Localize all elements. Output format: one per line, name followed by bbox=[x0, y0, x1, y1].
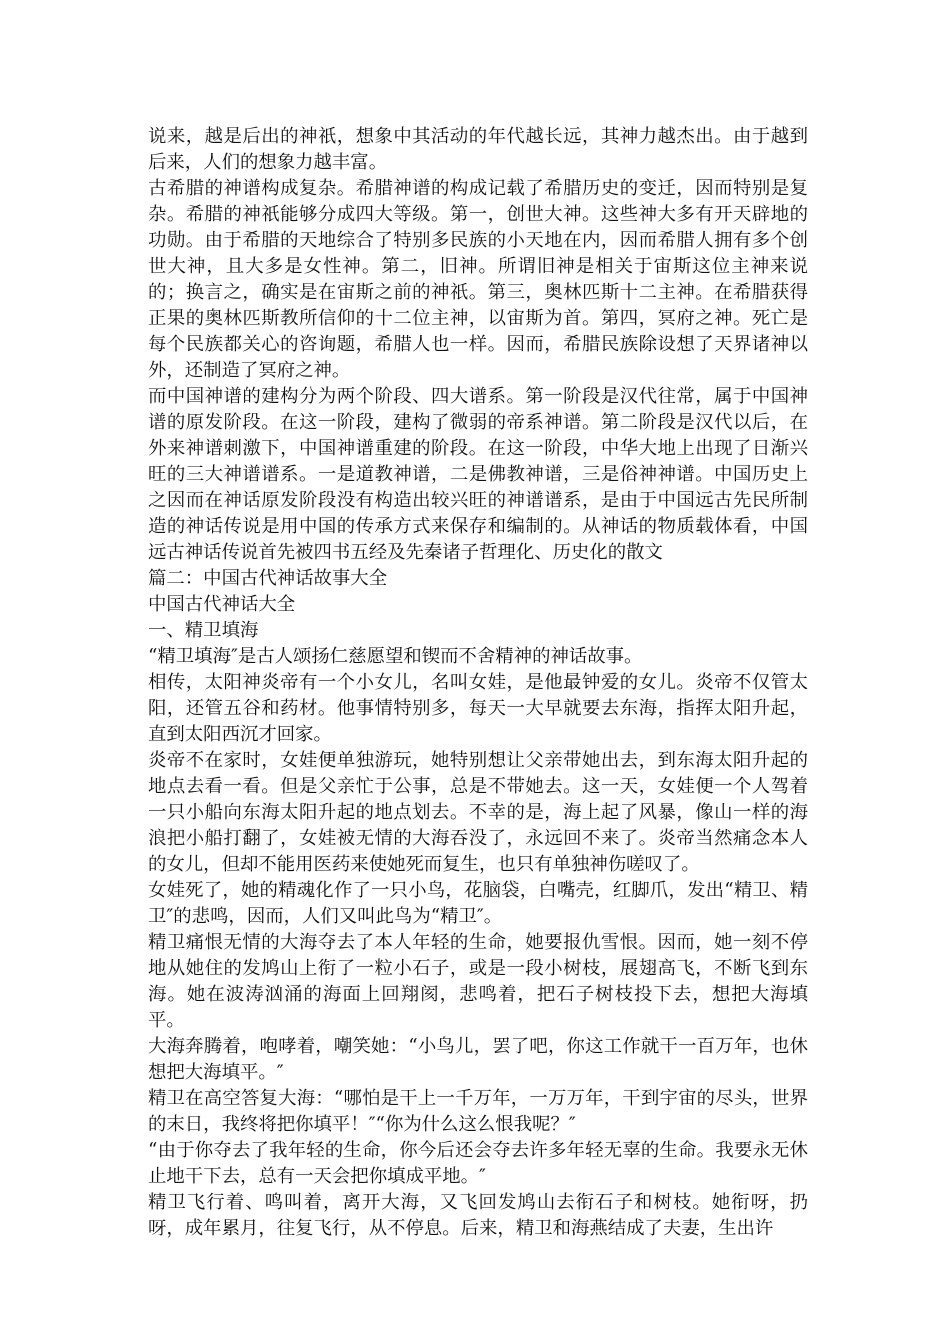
paragraph-greek-pantheon: 古希腊的神谱构成复杂。希腊神谱的构成记载了希腊历史的变迁，因而特别是复杂。希腊的神祇能够分成四大等级。第一，创世大神。这些神大多有开天辟地的功勋。由于希腊的天地综合了特别多民族的小天地在内，因而希腊人拥有多个创世大神，且大多是女性神。第二，旧神。所谓旧神是相关于宙斯这位主神来说的；换言之，确实是在宙斯之前的神祇。第三，奥林匹斯十二主神。在希腊获得正果的奥林匹斯教所信仰的十二位主神，以宙斯为首。第四，冥府之神。死亡是每个民族都关心的咨询题，希腊人也一样。因而，希腊民族除设想了天界诸神以外，还制造了冥府之神。 bbox=[148, 178, 808, 381]
story-heading-jingwei: 一、精卫填海 bbox=[148, 620, 259, 641]
paragraph-sea-mocks: 大海奔腾着，咆哮着，嘲笑她：“小鸟儿，罢了吧，你这工作就干一百万年，也休想把大海填平。″ bbox=[148, 1036, 808, 1083]
paragraph-chinese-pantheon: 而中国神谱的建构分为两个阶段、四大谱系。第一阶段是汉代往常，属于中国神谱的原发阶段。在这一阶段，建构了微弱的帝系神谱。第二阶段是汉代以后，在外来神谱刺激下，中国神谱重建的阶段。在这一阶段，中华大地上出现了日渐兴旺的三大神谱谱系。一是道教神谱，二是佛教神谱，三是俗神神谱。中国历史上之因而在神话原发阶段没有构造出较兴旺的神谱谱系，是由于中国远古先民所制造的神话传说是用中国的传承方式来保存和编制的。从神话的物质载体看，中国远古神话传说首先被四书五经及先秦诸子哲理化、历史化的散文 bbox=[148, 386, 808, 563]
paragraph-gods-timeline: 说来，越是后出的神祇，想象中其活动的年代越长远，其神力越杰出。由于越到后来，人们的想象力越丰富。 bbox=[148, 126, 808, 173]
paragraph-bird-transformation: 女娃死了，她的精魂化作了一只小鸟，花脑袋，白嘴壳，红脚爪，发出“精卫、精卫″的悲鸣，因而，人们又叫此鸟为“精卫″。 bbox=[148, 880, 808, 927]
document-page bbox=[148, 124, 808, 1242]
paragraph-never-rest: 精卫飞行着、鸣叫着，离开大海，又飞回发鸠山去衔石子和树枝。她衔呀，扔呀，成年累月，往复飞行，从不停息。后来，精卫和海燕结成了夫妻，生出许 bbox=[148, 1192, 808, 1239]
paragraph-yandi-daughter: 相传，太阳神炎帝有一个小女儿，名叫女娃，是他最钟爱的女儿。炎帝不仅管太阳，还管五谷和药材。他事情特别多，每天一大早就要去东海，指挥太阳升起，直到太阳西沉才回家。 bbox=[148, 672, 808, 745]
paragraph-jingwei-intro: “精卫填海″是古人颂扬仁慈愿望和锲而不舍精神的神话故事。 bbox=[148, 646, 643, 667]
paragraph-revenge: 精卫痛恨无情的大海夺去了本人年轻的生命，她要报仇雪恨。因而，她一刻不停地从她住的发鸠山上衔了一粒小石子，或是一段小树枝，展翅高飞，不断飞到东海。她在波涛汹涌的海面上回翔阂，悲鸣着，把石子树枝投下去，想把大海填平。 bbox=[148, 932, 808, 1031]
section-heading-part-two: 篇二：中国古代神话故事大全 bbox=[148, 568, 388, 589]
paragraph-nuwa-drowned: 炎帝不在家时，女娃便单独游玩，她特别想让父亲带她出去，到东海太阳升起的地点去看一看。但是父亲忙于公事，总是不带她去。这一天，女娃便一个人驾着一只小船向东海太阳升起的地点划去。不幸的是，海上起了风暴，像山一样的海浪把小船打翻了，女娃被无情的大海吞没了，永远回不来了。炎帝当然痛念本人的女儿，但却不能用医药来使她死而复生，也只有单独神伤嗟叹了。 bbox=[148, 750, 808, 875]
paragraph-jingwei-answers: 精卫在高空答复大海：“哪怕是干上一千万年，一万万年，干到宇宙的尽头，世界的末日，我终将把你填平！″“你为什么这么恨我呢？″ bbox=[148, 1088, 808, 1135]
paragraph-reason: “由于你夺去了我年轻的生命，你今后还会夺去许多年轻无辜的生命。我要永无休止地干下去，总有一天会把你填成平地。″ bbox=[148, 1140, 808, 1187]
section-heading-myths-collection: 中国古代神话大全 bbox=[148, 594, 296, 615]
